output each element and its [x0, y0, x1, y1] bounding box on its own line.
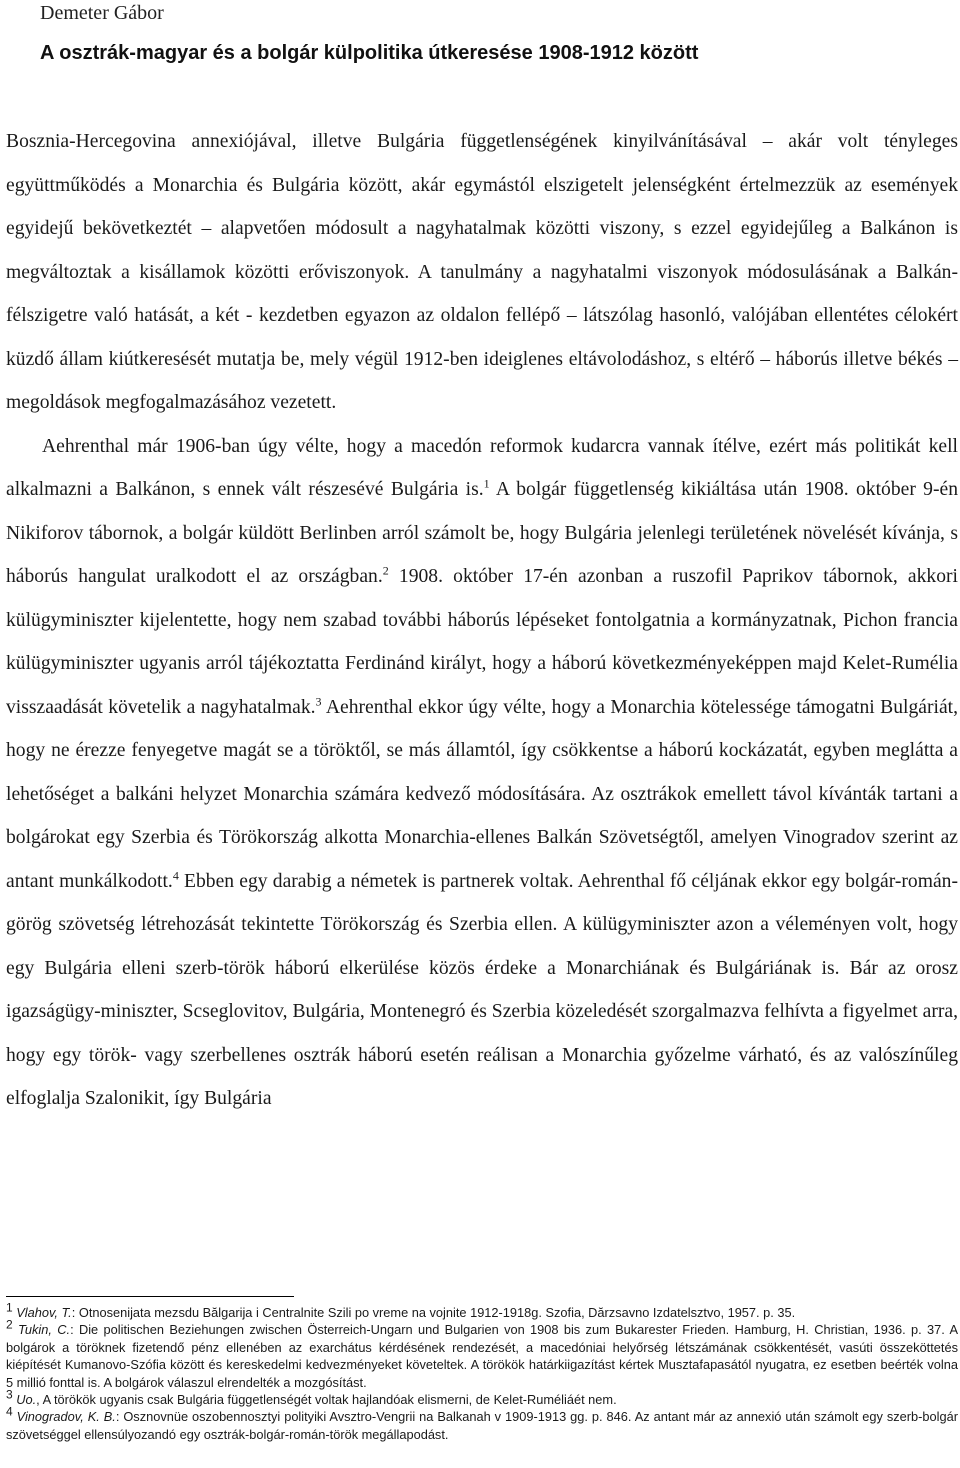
footnote-number: 2 [6, 1318, 13, 1333]
footnote-separator [6, 1296, 294, 1297]
footnote-ref-4[interactable]: 4 [172, 867, 179, 882]
footnote-2 [6, 1318, 958, 1391]
footnote-4 [6, 1405, 958, 1443]
footnote-text: : Otnosenijata mezsdu Bălgarija i Centralnite Szili po vreme na vojnite 1912-1918g. Szofia, Dărzsavno Izdatelsztvo, 1957. p. 35. [71, 1305, 796, 1320]
footnote-author: Vlahov, T. [16, 1305, 72, 1320]
footnote-text: : Osznovnüe oszobennosztyi polityiki Avsztro-Vengrii na Balkanah v 1909-1913 gg. p. 846. Az antant már az annexió után számolt egy szerb-bolgár szövetséggel ellensúlyozandó egy osztrák-bolgár-román-török megállapodást. [6, 1409, 958, 1442]
footnote-number: 3 [6, 1387, 13, 1402]
footnote-number: 1 [6, 1300, 13, 1315]
footnote-text: : Die politischen Beziehungen zwischen Österreich-Ungarn und Bulgarien von 1908 bis zum Bukarester Frieden. Hamburg, H. Christian, 1936. p. 37. A bolgárok a töröknek fizetendő pénz ellenében az exarchátus kérdésének rendezését, a macedóniai helyőrség létszámának csökkentését, vasúti összeköttetés kiépítését Kumanovo-Szófia között és kereskedelmi kedvezményeket követeltek. A törökök határkiigazítást kértek Musztafapasától nyugatra, ez esetben beérték volna 5 millió fonttal is. A bolgárok válaszul elrendelték a mozgósítást. [6, 1322, 958, 1390]
footnote-author: Uo. [16, 1392, 37, 1408]
footnote-ref-3[interactable]: 3 [315, 693, 322, 708]
footnote-ref-2[interactable]: 2 [382, 563, 389, 578]
paragraph-main [6, 425, 958, 1121]
document-title: A osztrák-magyar és a bolgár külpolitika útkeresése 1908-1912 között [40, 42, 699, 64]
paragraph-text: Aehrenthal ekkor úgy vélte, hogy a Monarchia kötelessége támogatni Bulgáriát, hogy ne érezze fenyegetve magát se a töröktől, se más államtól, így csökkentse a háború kockázatát, egyben meglátta a lehetőséget a balkáni helyzet Monarchia számára kedvező módosítására. Az osztrákok emellett távol kívánták tartani a bolgárokat egy Szerbia és Törökország alkotta Monarchia-ellenes Balkán Szövetségtől, amelyen Vinogradov szerint az antant munkálkodott. [6, 696, 958, 892]
article-body [6, 120, 958, 1121]
footnote-author: Vinogradov, K. B. [16, 1409, 116, 1425]
paragraph-text: A bolgár függetlenség kikiáltása után 1908. október 9-én Nikiforov tábornok, a bolgár küldött Berlinben arról számolt be, hogy Bulgária jelenlegi területének növelését kívánja, s háborús hangulat uralkodott el az országban. [6, 479, 958, 587]
paragraph-text: Aehrenthal már 1906-ban úgy vélte, hogy a macedón reformok kudarcra vannak ítélve, ezért más politikát kell alkalmazni a Balkánon, s ennek vált részesévé Bulgária is. [6, 435, 958, 500]
paragraph-intro: Bosznia-Hercegovina annexiójával, illetve Bulgária függetlenségének kinyilvánításával – akár volt tényleges együttműködés a Monarchia és Bulgária között, akár egymástól elszigetelt jelenségként értelmezzük az események egyidejű bekövetkeztét – alapvetően módosult a nagyhatalmak közötti viszony, s ezzel egyidejűleg a Balkánon is megváltoztak a kisállamok közötti erőviszonyok. A tanulmány a nagyhatalmi viszonyok módosulásának a Balkán-félszigetre való hatását, a két - kezdetben egyazon az oldalon fellépő – látszólag hasonló, valójában ellentétes célokért küzdő állam kiútkeresését mutatja be, mely végül 1912-ben ideiglenes eltávolodáshoz, s eltérő – háborús illetve békés – megoldások megfogalmazásához vezetett. [6, 131, 958, 413]
footnote-author: Tukin, C. [18, 1322, 71, 1338]
author-name: Demeter Gábor [40, 2, 164, 24]
footnote-ref-1[interactable]: 1 [483, 476, 490, 491]
paragraph-text: Ebben egy darabig a németek is partnerek voltak. Aehrenthal fő céljának ekkor egy bolgár-román-görög szövetség létrehozását tekintette Törökország és Szerbia ellen. A külügyminiszter azon a véleményen volt, hogy egy Bulgária elleni szerb-török háború elkerülése közös érdeke a Monarchiának és Bulgáriának is. Bár az orosz igazságügy-miniszter, Scseglovitov, Bulgária, Montenegró és Szerbia közeledését szorgalmazva felhívta a figyelmet arra, hogy egy török- vagy szerbellenes osztrák háború esetén reálisan a Monarchia győzelme várható, és az valószínűleg elfoglalja Szalonikit, így Bulgária [6, 870, 958, 1109]
paragraph-text: 1908. október 17-én azonban a ruszofil Paprikov tábornok, akkori külügyminiszter kijelentette, hogy nem szabad további háborús lépéseket fontolgatnia a kormányzatnak, Pichon francia külügyminiszter ugyanis arról tájékoztatta Ferdinánd királyt, hogy a háború következményeképpen majd Kelet-Rumélia visszaadását követelik a nagyhatalmak. [6, 566, 958, 718]
footnote-1 [6, 1300, 958, 1321]
footnotes [6, 1300, 958, 1443]
footnote-number: 4 [6, 1405, 13, 1420]
footnote-3 [6, 1387, 958, 1408]
footnote-text: , A törökök ugyanis csak Bulgária függetlenségét voltak hajlandóak elismerni, de Kelet-Ruméliáét nem. [36, 1392, 617, 1408]
